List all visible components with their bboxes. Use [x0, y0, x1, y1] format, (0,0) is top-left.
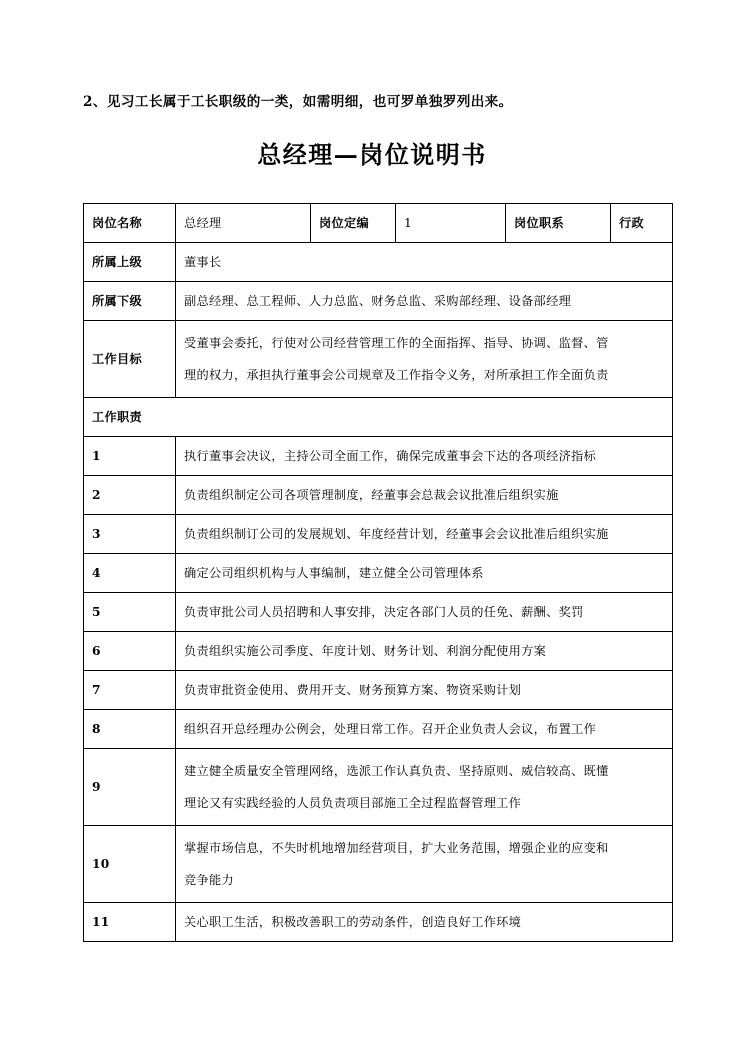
duty-line-1: 掌握市场信息，不失时机地增加经营项目，扩大业务范围，增强企业的应变和: [184, 840, 609, 855]
cell-duty-text: 负责组织实施公司季度、年度计划、财务计划、利润分配使用方案: [176, 632, 673, 671]
table-row-duty: [84, 437, 673, 476]
table-row-work-goal: [84, 321, 673, 398]
cell-value-subordinate: 副总经理、总工程师、人力总监、财务总监、采购部经理、设备部经理: [176, 282, 673, 321]
cell-duty-text: 负责组织制定公司各项管理制度，经董事会总裁会议批准后组织实施: [176, 476, 673, 515]
cell-duty-text: 负责审批公司人员招聘和人事安排，决定各部门人员的任免、薪酬、奖罚: [176, 593, 673, 632]
table-row-duty: [84, 476, 673, 515]
cell-duty-number: 2: [84, 476, 176, 515]
duty-line-1: 建立健全质量安全管理网络，选派工作认真负责、坚持原则、威信较高、既懂: [184, 763, 609, 778]
cell-duty-number: 3: [84, 515, 176, 554]
cell-label-superior: 所属上级: [84, 243, 176, 282]
table-row-duty: [84, 710, 673, 749]
cell-duty-number: 6: [84, 632, 176, 671]
cell-duty-text: 负责审批资金使用、费用开支、财务预算方案、物资采购计划: [176, 671, 673, 710]
duty-line-2: 理论又有实践经验的人员负责项目部施工全过程监督管理工作: [184, 795, 522, 810]
cell-label-headcount: 岗位定编: [311, 204, 396, 243]
table-row-superior: [84, 243, 673, 282]
cell-value-superior: 董事长: [176, 243, 673, 282]
cell-duty-number: 1: [84, 437, 176, 476]
table-row-duty: [84, 632, 673, 671]
cell-duty-text: 组织召开总经理办公例会，处理日常工作。召开企业负责人会议，布置工作: [176, 710, 673, 749]
table-row-duty: [84, 593, 673, 632]
duty-line-2: 竞争能力: [184, 872, 234, 887]
cell-duty-text: 负责组织制订公司的发展规划、年度经营计划，经董事会会议批准后组织实施: [176, 515, 673, 554]
table-row-subordinate: [84, 282, 673, 321]
table-row-duty: [84, 671, 673, 710]
cell-value-work-goal: [176, 321, 673, 398]
cell-duty-number: 10: [84, 826, 176, 903]
table-row-duties-title: [84, 398, 673, 437]
job-description-table: [83, 203, 673, 942]
cell-value-headcount: 1: [396, 204, 506, 243]
cell-duty-text: 执行董事会决议，主持公司全面工作，确保完成董事会下达的各项经济指标: [176, 437, 673, 476]
table-row-duty: [84, 749, 673, 826]
table-row-duty: [84, 903, 673, 942]
cell-duty-number: 8: [84, 710, 176, 749]
work-goal-line-2: 理的权力，承担执行董事会公司规章及工作指令义务，对所承担工作全面负责: [184, 367, 609, 382]
cell-duty-text: [176, 826, 673, 903]
cell-duties-title: 工作职责: [84, 398, 673, 437]
cell-duty-number: 4: [84, 554, 176, 593]
cell-duty-text: 确定公司组织机构与人事编制，建立健全公司管理体系: [176, 554, 673, 593]
cell-duty-number: 11: [84, 903, 176, 942]
page-title: 总经理—岗位说明书: [257, 140, 487, 169]
table-row-duty: [84, 554, 673, 593]
cell-label-subordinate: 所属下级: [84, 282, 176, 321]
cell-duty-text: [176, 749, 673, 826]
cell-label-job-family: 岗位职系: [506, 204, 611, 243]
table-row-position-info: [84, 204, 673, 243]
work-goal-line-1: 受董事会委托，行使对公司经营管理工作的全面指挥、指导、协调、监督、管: [184, 335, 609, 350]
intro-note: 2、见习工长属于工长职级的一类，如需明细，也可罗单独罗列出来。: [83, 94, 513, 110]
cell-value-job-family: 行政: [611, 204, 673, 243]
table-row-duty: [84, 826, 673, 903]
cell-duty-number: 7: [84, 671, 176, 710]
table-row-duty: [84, 515, 673, 554]
cell-value-position-name: 总经理: [176, 204, 311, 243]
cell-label-work-goal: 工作目标: [84, 321, 176, 398]
cell-duty-text: 关心职工生活，积极改善职工的劳动条件，创造良好工作环境: [176, 903, 673, 942]
cell-label-position-name: 岗位名称: [84, 204, 176, 243]
cell-duty-number: 5: [84, 593, 176, 632]
cell-duty-number: 9: [84, 749, 176, 826]
